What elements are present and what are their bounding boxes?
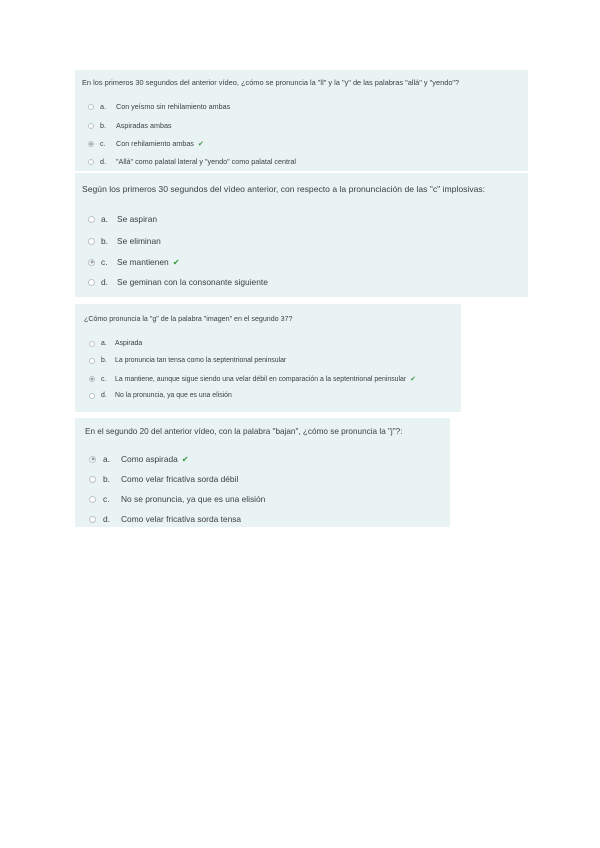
option-label: Se mantienen	[117, 257, 169, 267]
option-label: "Allá" como palatal lateral y "yendo" como palatal central	[116, 157, 297, 166]
option-letter: d.	[101, 392, 107, 399]
option-letter: d.	[103, 514, 110, 524]
radio-button[interactable]	[88, 159, 94, 165]
option-letter: a.	[100, 102, 106, 111]
option-a[interactable]	[88, 214, 157, 224]
option-letter: d.	[100, 157, 106, 166]
question-text: En los primeros 30 segundos del anterior vídeo, ¿cómo se pronuncia la "ll" y la "y" de las palabras "allá" y "yendo"?	[82, 78, 460, 87]
option-label: Se aspiran	[117, 214, 158, 224]
option-c[interactable]	[88, 257, 180, 267]
question-1	[75, 70, 528, 171]
option-label: Aspirada	[115, 340, 143, 347]
radio-button[interactable]	[89, 358, 95, 364]
question-text: ¿Cómo pronuncia la "g" de la palabra "imagen" en el segundo 37?	[84, 315, 293, 323]
radio-button-selected[interactable]	[88, 259, 95, 266]
option-c[interactable]	[88, 139, 204, 148]
option-label: Se geminan con la consonante siguiente	[117, 277, 268, 287]
option-letter: b.	[103, 474, 110, 484]
question-4	[75, 418, 450, 527]
option-label: Como velar fricativa sorda tensa	[121, 514, 242, 524]
option-c[interactable]	[89, 494, 265, 504]
option-letter: c.	[100, 139, 106, 148]
option-letter: a.	[101, 214, 108, 224]
option-d[interactable]	[88, 157, 296, 166]
option-letter: b.	[100, 121, 106, 130]
option-letter: c.	[101, 375, 107, 383]
option-b[interactable]	[88, 236, 161, 246]
option-b[interactable]	[89, 474, 238, 484]
option-b[interactable]	[89, 357, 286, 364]
option-label: Con rehilamiento ambas	[116, 139, 194, 148]
question-text: En el segundo 20 del anterior vídeo, con la palabra "bajan", ¿cómo se pronuncia la "j"?:	[85, 427, 403, 436]
radio-button[interactable]	[89, 496, 96, 503]
option-d[interactable]	[88, 277, 268, 287]
option-letter: a.	[101, 340, 107, 347]
option-c[interactable]	[89, 375, 416, 383]
option-letter: a.	[103, 454, 110, 464]
check-icon: ✔	[197, 139, 204, 148]
check-icon: ✔	[181, 454, 189, 464]
option-letter: b.	[101, 357, 107, 364]
radio-button[interactable]	[88, 216, 95, 223]
radio-button[interactable]	[89, 516, 96, 523]
radio-button[interactable]	[88, 104, 94, 110]
question-2	[75, 173, 528, 297]
option-b[interactable]	[88, 121, 172, 130]
option-a[interactable]	[89, 454, 189, 464]
option-letter: c.	[103, 494, 110, 504]
option-a[interactable]	[89, 340, 142, 347]
radio-button-selected[interactable]	[88, 141, 94, 147]
radio-button[interactable]	[88, 279, 95, 286]
option-label: La pronuncia tan tensa como la septentrional peninsular	[115, 357, 287, 364]
radio-button-selected[interactable]	[89, 376, 95, 382]
radio-button[interactable]	[89, 476, 96, 483]
option-letter: d.	[101, 277, 108, 287]
option-letter: b.	[101, 236, 108, 246]
option-label: Aspiradas ambas	[116, 121, 172, 130]
question-3	[75, 304, 461, 412]
option-d[interactable]	[89, 392, 232, 399]
check-icon: ✔	[410, 376, 416, 383]
option-label: No se pronuncia, ya que es una elisión	[121, 494, 266, 504]
radio-button-selected[interactable]	[89, 456, 96, 463]
option-letter: c.	[101, 257, 108, 267]
question-text: Según los primeros 30 segundos del vídeo anterior, con respecto a la pronunciación de las "c" implosivas:	[82, 184, 486, 194]
option-label: Como velar fricativa sorda débil	[121, 474, 239, 484]
option-label: Como aspirada	[121, 454, 178, 464]
option-a[interactable]	[88, 102, 230, 111]
radio-button[interactable]	[88, 238, 95, 245]
radio-button[interactable]	[88, 123, 94, 129]
option-label: No la pronuncia, ya que es una elisión	[115, 392, 232, 399]
check-icon: ✔	[172, 257, 180, 267]
option-label: Se eliminan	[117, 236, 161, 246]
radio-button[interactable]	[89, 393, 95, 399]
option-label: Con yeísmo sin rehilamiento ambas	[116, 102, 231, 111]
option-d[interactable]	[89, 514, 241, 524]
radio-button[interactable]	[89, 341, 95, 347]
option-label: La mantiene, aunque sigue siendo una velar débil en comparación a la septentrional peninsular	[115, 375, 407, 383]
